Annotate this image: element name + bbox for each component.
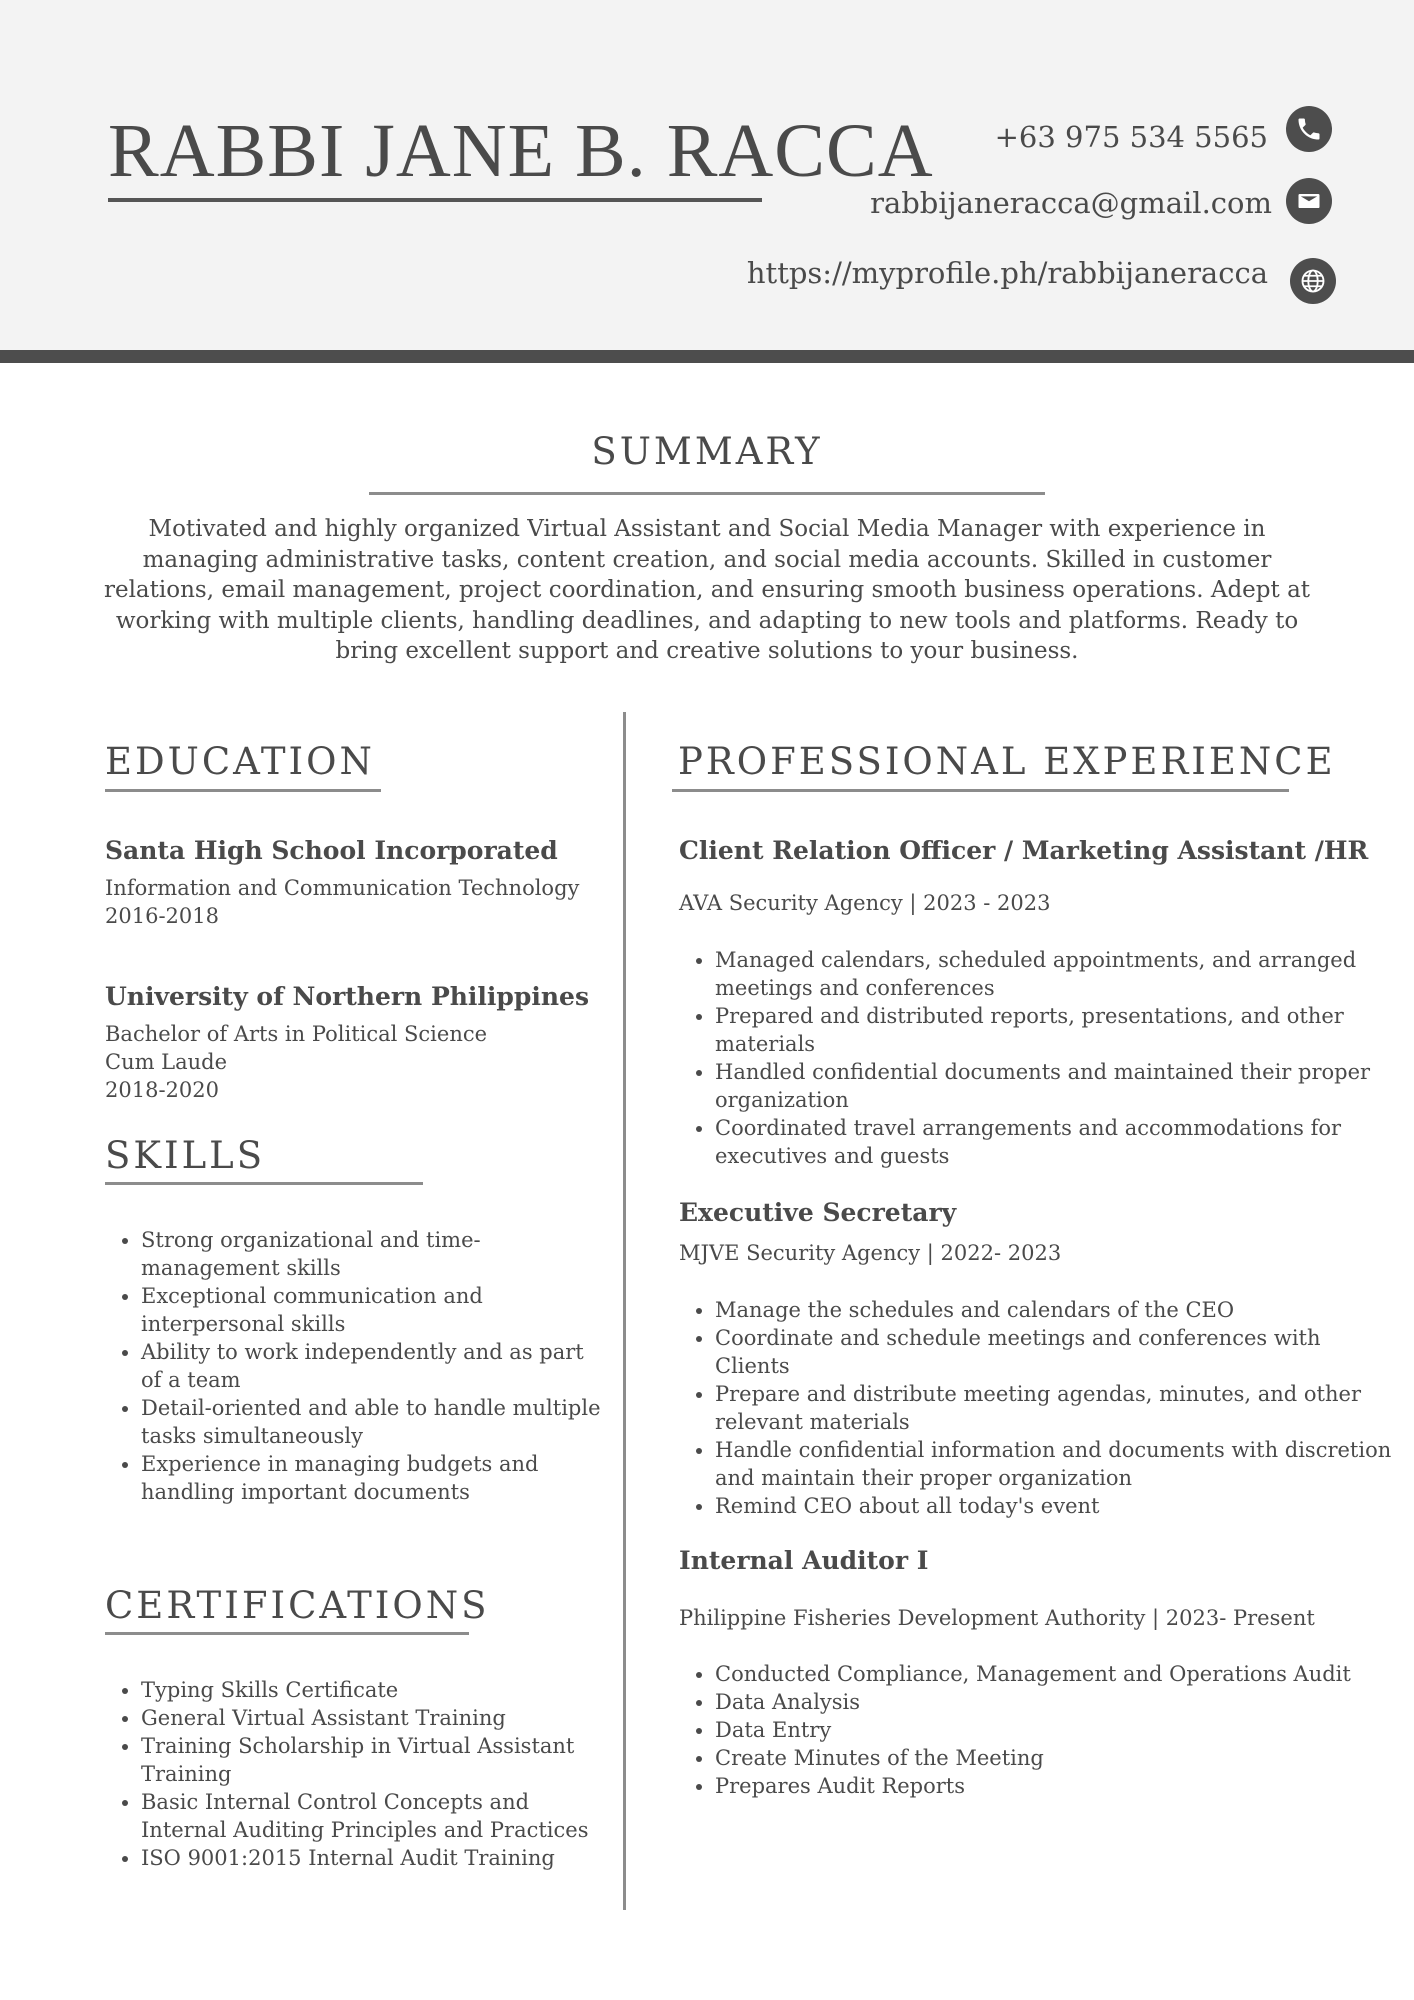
summary-heading: SUMMARY [591,430,823,473]
certifications-underline [105,1632,469,1635]
job-duties-list [679,1660,1395,1800]
education-years: 2018-2020 [105,1078,219,1102]
school-name: Santa High School Incorporated [105,836,558,865]
job-organization: Philippine Fisheries Development Authority | 2023- Present [679,1606,1315,1630]
education-detail: Information and Communication Technology [105,876,580,900]
education-heading: EDUCATION [105,740,375,783]
skill-item: • Strong organizational and time-management skills [141,1226,601,1282]
candidate-name: RABBI JANE B. RACCA [108,109,934,193]
job-duty-item: • Prepared and distributed reports, presentations, and other materials [715,1002,1395,1058]
column-divider [623,712,626,1910]
job-duty-item: • Create Minutes of the Meeting [715,1744,1395,1772]
globe-icon [1290,258,1336,304]
job-duty-item: • Conducted Compliance, Management and Operations Audit [715,1660,1395,1688]
job-duty-item: • Handle confidential information and documents with discretion and maintain their proper organization [715,1436,1395,1492]
skills-heading: SKILLS [105,1134,266,1177]
certification-item: • Training Scholarship in Virtual Assistant Training [141,1732,601,1788]
website-url: https://myprofile.ph/rabbijaneracca [746,256,1268,290]
education-underline [105,789,381,792]
job-organization: AVA Security Agency | 2023 - 2023 [679,891,1051,915]
job-duty-item: • Manage the schedules and calendars of the CEO [715,1296,1395,1324]
certification-item: • Typing Skills Certificate [141,1676,601,1704]
certifications-heading: CERTIFICATIONS [105,1584,490,1627]
certification-item: • Basic Internal Control Concepts and Internal Auditing Principles and Practices [141,1788,601,1844]
school-name: University of Northern Philippines [105,982,590,1011]
certifications-list [105,1676,601,1872]
job-duty-item: • Coordinate and schedule meetings and conferences with Clients [715,1324,1395,1380]
certification-item: • ISO 9001:2015 Internal Audit Training [141,1844,601,1872]
job-title: Client Relation Officer / Marketing Assistant /HR [679,836,1369,865]
job-duties-list [679,946,1395,1170]
job-duty-item: • Prepares Audit Reports [715,1772,1395,1800]
email-address: rabbijaneracca@gmail.com [870,186,1272,220]
skill-item: • Ability to work independently and as part of a team [141,1338,601,1394]
summary-text: Motivated and highly organized Virtual Assistant and Social Media Manager with experience in managing administrative tasks, content creation, and social media accounts. Skilled in customer relations, email management, project coordination, and ensuring smooth business operations. Adept at working with multiple clients, handling deadlines, and adapting to new tools and platforms. Ready to bring excellent support and creative solutions to your business. [103,516,1311,664]
name-underline [108,198,762,202]
phone-number: +63 975 534 5565 [994,120,1268,154]
experience-underline [672,789,1289,792]
education-years: 2016-2018 [105,904,219,928]
job-duty-item: • Remind CEO about all today's event [715,1492,1395,1520]
skill-item: • Experience in managing budgets and handling important documents [141,1450,601,1506]
phone-icon [1286,106,1332,152]
job-title: Internal Auditor I [679,1546,929,1575]
skill-item: • Detail-oriented and able to handle multiple tasks simultaneously [141,1394,601,1450]
skills-underline [105,1182,423,1185]
summary-underline [369,492,1045,495]
certification-item: • General Virtual Assistant Training [141,1704,601,1732]
job-duty-item: • Prepare and distribute meeting agendas, minutes, and other relevant materials [715,1380,1395,1436]
job-duties-list [679,1296,1395,1520]
job-duty-item: • Data Entry [715,1716,1395,1744]
experience-heading: PROFESSIONAL EXPERIENCE [678,740,1336,783]
job-duty-item: • Data Analysis [715,1688,1395,1716]
skill-item: • Exceptional communication and interpersonal skills [141,1282,601,1338]
header-divider-bar [0,350,1414,363]
job-title: Executive Secretary [679,1198,957,1227]
job-organization: MJVE Security Agency | 2022- 2023 [679,1241,1062,1265]
education-honor: Cum Laude [105,1050,228,1074]
mail-icon [1286,178,1332,224]
job-duty-item: • Coordinated travel arrangements and accommodations for executives and guests [715,1114,1395,1170]
skills-list [105,1226,601,1506]
education-detail: Bachelor of Arts in Political Science [105,1022,488,1046]
job-duty-item: • Managed calendars, scheduled appointments, and arranged meetings and conferences [715,946,1395,1002]
job-duty-item: • Handled confidential documents and maintained their proper organization [715,1058,1395,1114]
